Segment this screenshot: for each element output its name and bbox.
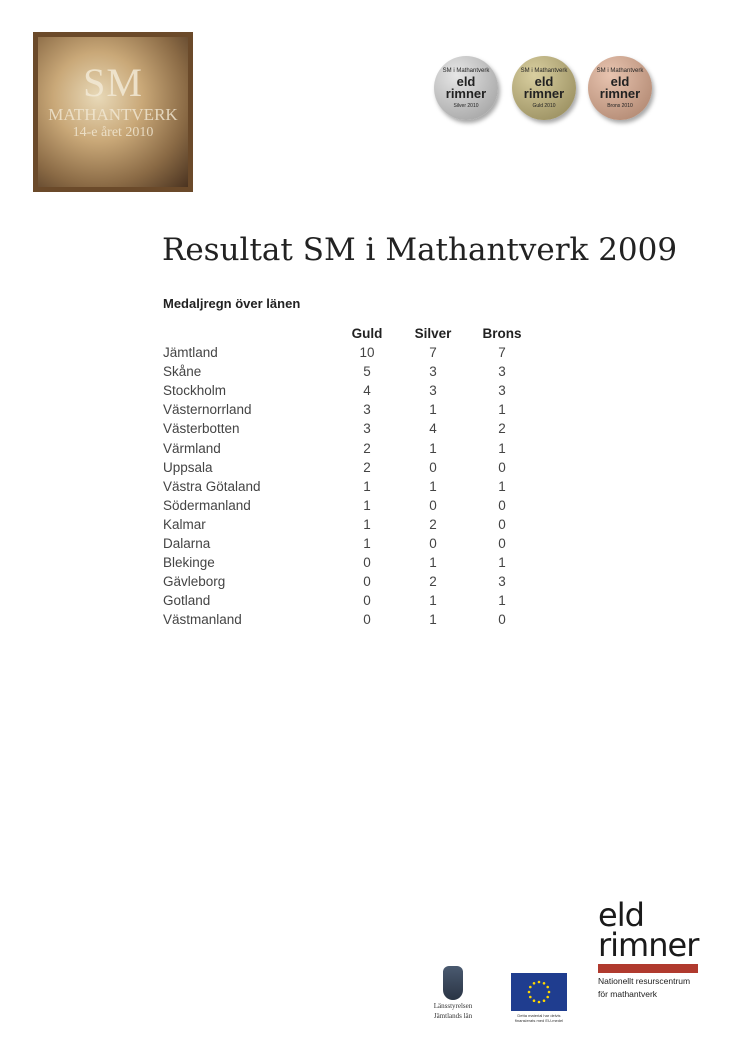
gold-cell: 10 (359, 345, 375, 361)
medal-brand-eld: eld (610, 73, 630, 89)
table-row (163, 477, 537, 496)
silver-cell: 7 (429, 345, 437, 361)
gold-cell: 2 (363, 459, 371, 475)
header-gold: Guld (351, 325, 383, 341)
lansstyrelsen-line2: Jämtlands län (433, 1012, 473, 1020)
silver-cell: 1 (429, 478, 437, 494)
bronze-medal (588, 56, 652, 120)
gold-cell: 5 (363, 364, 371, 380)
gold-cell: 1 (363, 478, 371, 494)
table-subtitle: Medaljregn över länen (163, 296, 301, 311)
bronze-cell: 1 (498, 478, 506, 494)
logo-sm-text: SM (83, 60, 143, 105)
eldrimner-sub2: för mathantverk (598, 989, 658, 999)
eu-funding-text: Detta material har delvis finansierats med EU-medel (514, 1013, 564, 1023)
county-cell: Södermanland (163, 497, 251, 513)
medal-brand-eld: eld (456, 73, 476, 89)
eldrimner-word-eld: eld (598, 896, 644, 934)
eu-flag-icon (511, 973, 567, 1011)
logo-mathantverk-text: MATHANTVERK (48, 105, 178, 124)
gold-cell: 3 (363, 421, 371, 437)
medal-brand-rimner: rimner (445, 85, 487, 101)
table-row (163, 515, 537, 534)
table-row (163, 400, 537, 419)
table-row (163, 438, 537, 457)
gold-cell: 4 (363, 383, 371, 399)
gold-cell: 1 (363, 535, 371, 551)
medal-table (163, 323, 537, 629)
medal-label: Silver 2010 (453, 102, 479, 109)
table-body (163, 343, 537, 629)
county-cell: Stockholm (163, 383, 227, 399)
gold-cell: 3 (363, 402, 371, 418)
silver-cell: 2 (429, 574, 437, 590)
medal-label: Brons 2010 (607, 102, 633, 109)
gold-cell: 0 (363, 555, 371, 571)
table-row (163, 610, 537, 629)
table-row (163, 553, 537, 572)
medal-brand-rimner: rimner (523, 85, 565, 101)
silver-cell: 1 (429, 402, 437, 418)
gold-cell: 1 (363, 516, 371, 532)
silver-cell: 0 (429, 497, 437, 513)
silver-cell: 4 (429, 421, 437, 437)
bronze-cell: 0 (498, 516, 506, 532)
bronze-cell: 0 (498, 612, 506, 628)
bronze-cell: 1 (498, 593, 506, 609)
silver-cell: 1 (429, 440, 437, 456)
silver-cell: 1 (429, 612, 437, 628)
county-cell: Västerbotten (163, 421, 240, 437)
bronze-cell: 0 (498, 497, 506, 513)
medal-brand-rimner: rimner (599, 85, 641, 101)
gold-cell: 1 (363, 497, 371, 513)
county-cell: Västra Götaland (163, 478, 261, 494)
county-cell: Västmanland (163, 612, 242, 628)
gold-medal (512, 56, 576, 120)
table-row (163, 534, 537, 553)
gold-cell: 0 (363, 612, 371, 628)
bronze-cell: 0 (498, 459, 506, 475)
bronze-cell: 1 (498, 440, 506, 456)
gold-cell: 2 (363, 440, 371, 456)
bronze-cell: 3 (498, 574, 506, 590)
county-cell: Jämtland (163, 345, 218, 361)
county-cell: Dalarna (163, 535, 211, 551)
bronze-cell: 3 (498, 364, 506, 380)
silver-cell: 1 (429, 593, 437, 609)
medal-top-text: SM i Mathantverk (442, 67, 490, 74)
eldrimner-logo (598, 896, 702, 999)
county-cell: Uppsala (163, 459, 213, 475)
silver-cell: 0 (429, 459, 437, 475)
table-row (163, 572, 537, 591)
county-cell: Blekinge (163, 555, 215, 571)
table-row (163, 362, 537, 381)
silver-cell: 3 (429, 383, 437, 399)
county-cell: Värmland (163, 440, 221, 456)
county-cell: Gotland (163, 593, 211, 609)
eldrimner-bar (598, 964, 698, 973)
silver-cell: 1 (429, 555, 437, 571)
bronze-cell: 1 (498, 555, 506, 571)
county-cell: Skåne (163, 364, 202, 380)
bronze-cell: 0 (498, 535, 506, 551)
silver-cell: 3 (429, 364, 437, 380)
crest-icon (443, 966, 463, 1000)
table-row (163, 381, 537, 400)
table-row (163, 343, 537, 362)
gold-cell: 0 (363, 593, 371, 609)
eldrimner-sub1: Nationellt resurscentrum (598, 976, 691, 986)
medal-label: Guld 2010 (532, 102, 556, 109)
bronze-cell: 2 (498, 421, 506, 437)
lansstyrelsen-logo (432, 966, 474, 1020)
logo-year-text: 14-e året 2010 (72, 125, 154, 140)
county-cell: Gävleborg (163, 574, 226, 590)
silver-medal (434, 56, 498, 120)
lansstyrelsen-line1: Länsstyrelsen (433, 1002, 473, 1010)
header-county (163, 323, 335, 343)
county-cell: Västernorrland (163, 402, 252, 418)
silver-cell: 0 (429, 535, 437, 551)
county-cell: Kalmar (163, 516, 206, 532)
page-title: Resultat SM i Mathantverk 2009 (162, 232, 678, 268)
header-bronze: Brons (482, 325, 522, 341)
bronze-cell: 7 (498, 345, 506, 361)
table-row (163, 458, 537, 477)
silver-cell: 2 (429, 516, 437, 532)
eldrimner-word-rimner: rimner (598, 926, 699, 964)
gold-cell: 0 (363, 574, 371, 590)
header-silver: Silver (414, 325, 452, 341)
bronze-cell: 3 (498, 383, 506, 399)
table-row (163, 591, 537, 610)
medal-top-text: SM i Mathantverk (596, 67, 644, 74)
medal-brand-eld: eld (534, 73, 554, 89)
table-row (163, 496, 537, 515)
medal-top-text: SM i Mathantverk (520, 67, 568, 74)
table-header-row (163, 323, 537, 343)
table-row (163, 419, 537, 438)
bronze-cell: 1 (498, 402, 506, 418)
logo-bread-image (38, 37, 188, 187)
sm-mathantverk-logo (33, 32, 193, 192)
